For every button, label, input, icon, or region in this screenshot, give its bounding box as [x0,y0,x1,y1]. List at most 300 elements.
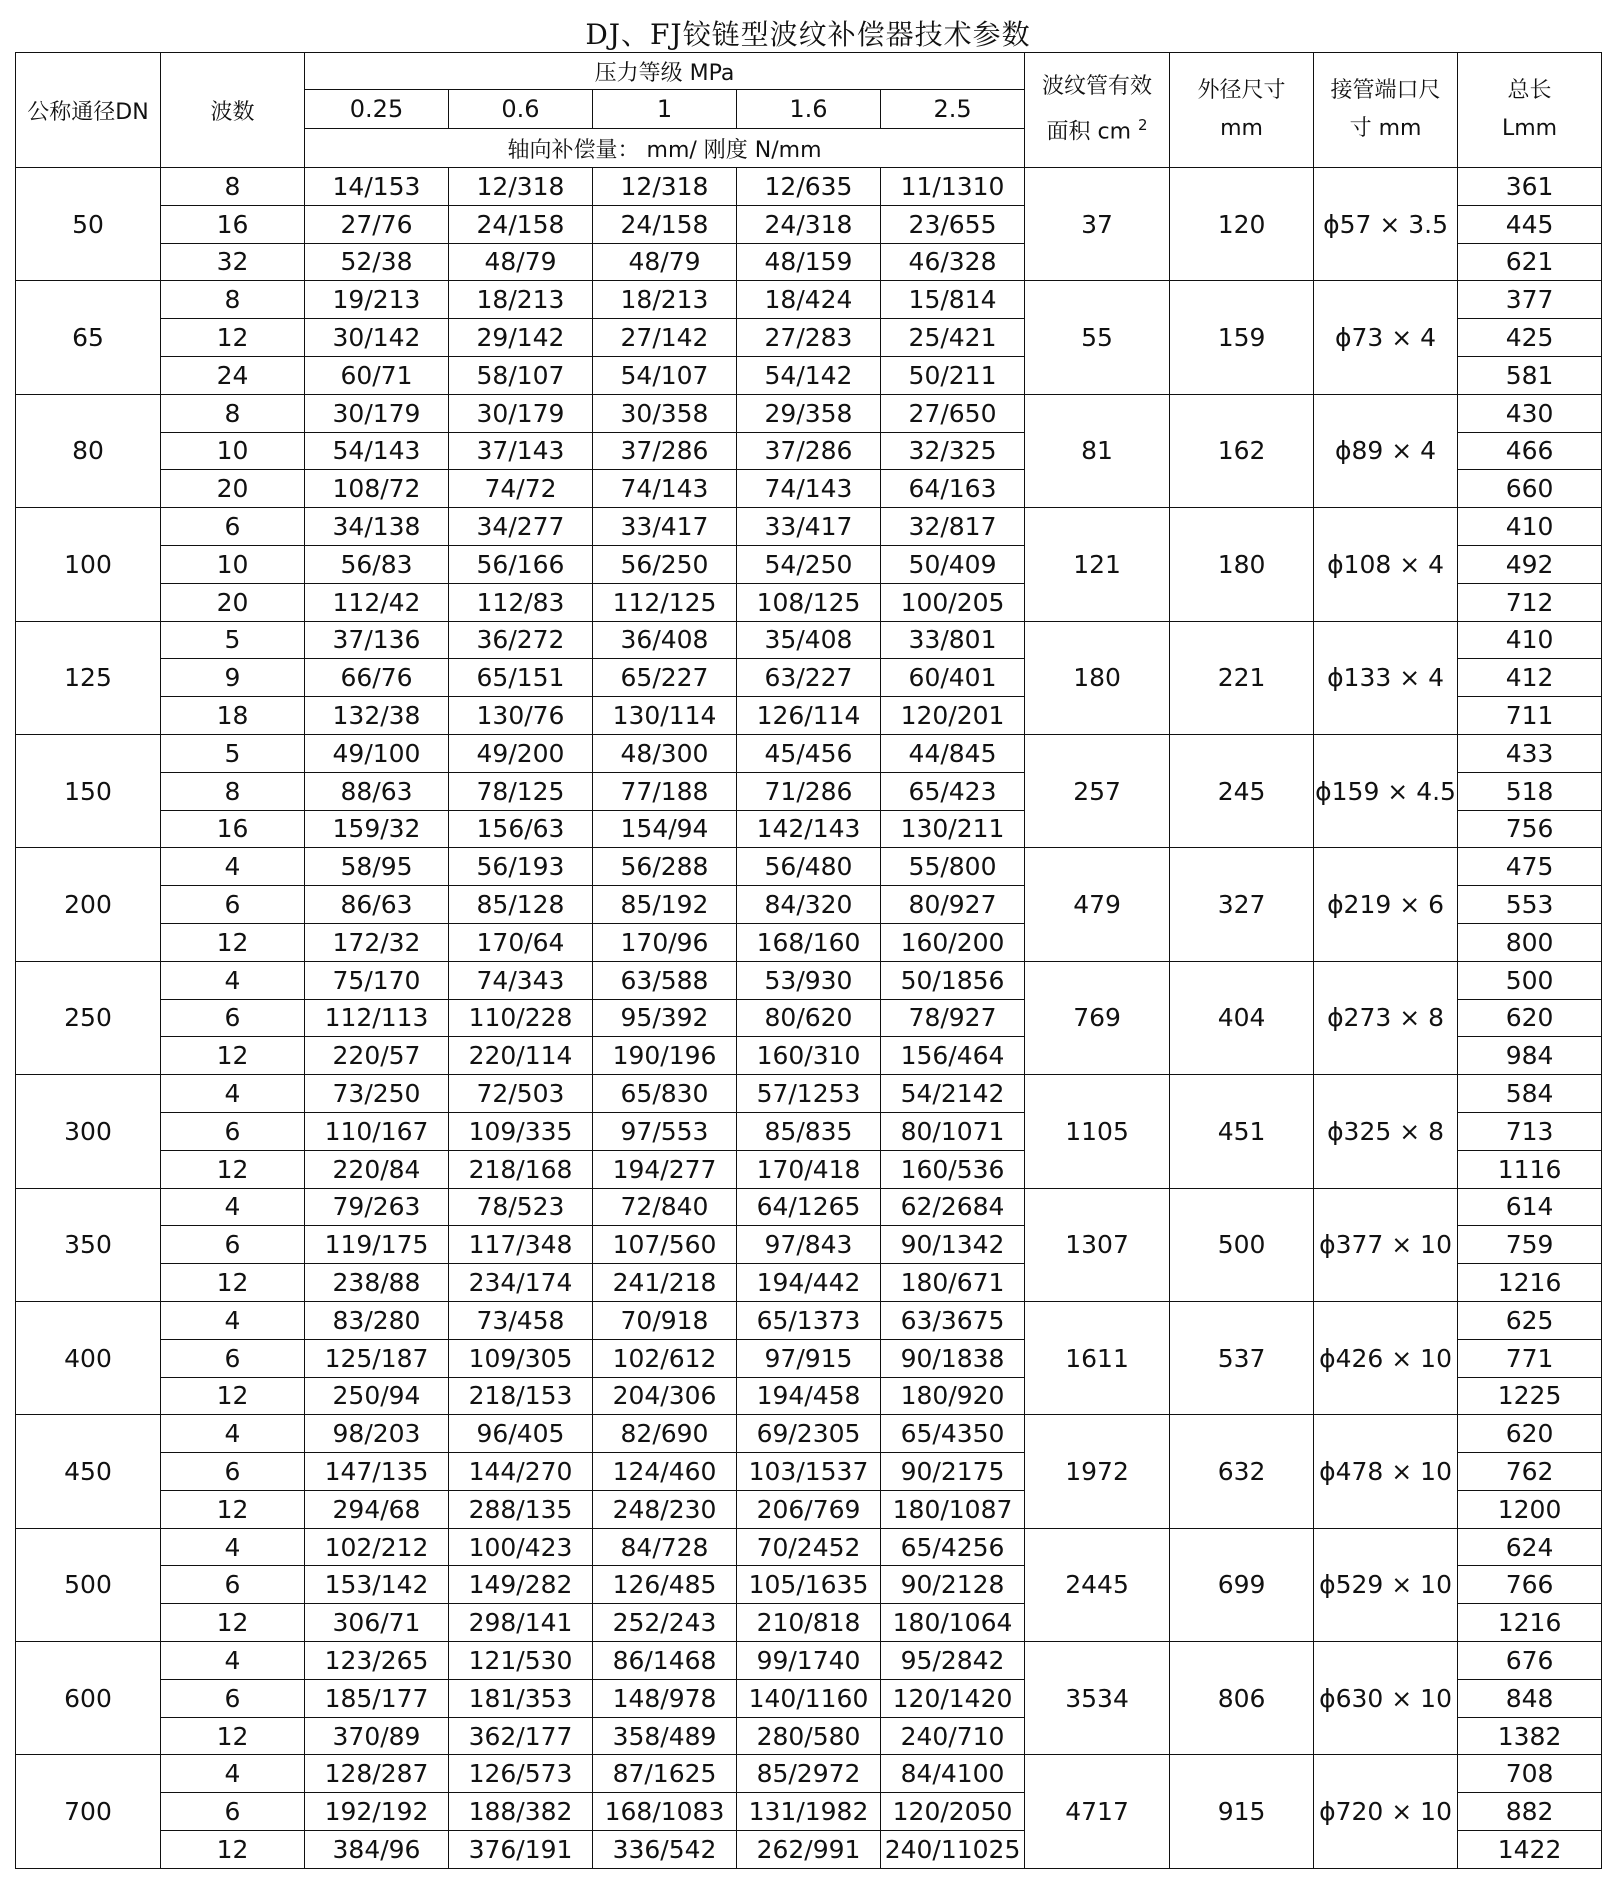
pipe-size-cell: ϕ89 × 4 [1314,394,1458,507]
comp-stiffness-cell: 154/94 [593,810,737,848]
waves-cell: 6 [161,1339,305,1377]
waves-cell: 16 [161,205,305,243]
comp-stiffness-cell: 95/2842 [881,1642,1025,1680]
comp-stiffness-cell: 280/580 [737,1717,881,1755]
length-cell: 430 [1458,394,1602,432]
comp-stiffness-cell: 370/89 [305,1717,449,1755]
comp-stiffness-cell: 126/485 [593,1566,737,1604]
dn-cell: 65 [16,281,161,394]
comp-stiffness-cell: 108/72 [305,470,449,508]
od-cell: 159 [1170,281,1314,394]
comp-stiffness-cell: 63/227 [737,659,881,697]
comp-stiffness-cell: 32/817 [881,508,1025,546]
comp-stiffness-cell: 54/142 [737,356,881,394]
comp-stiffness-cell: 294/68 [305,1490,449,1528]
waves-cell: 20 [161,470,305,508]
pipe-size-cell: ϕ273 × 8 [1314,961,1458,1074]
comp-stiffness-cell: 56/193 [449,848,593,886]
comp-stiffness-cell: 48/79 [593,243,737,281]
length-cell: 1200 [1458,1490,1602,1528]
length-cell: 466 [1458,432,1602,470]
waves-cell: 12 [161,923,305,961]
comp-stiffness-cell: 27/76 [305,205,449,243]
comp-stiffness-cell: 160/310 [737,1037,881,1075]
length-cell: 771 [1458,1339,1602,1377]
length-cell: 759 [1458,1226,1602,1264]
header-pressure-3: 1.6 [737,90,881,129]
comp-stiffness-cell: 128/287 [305,1755,449,1793]
comp-stiffness-cell: 98/203 [305,1415,449,1453]
comp-stiffness-cell: 194/277 [593,1150,737,1188]
dn-cell: 100 [16,508,161,621]
comp-stiffness-cell: 96/405 [449,1415,593,1453]
header-area-sup: 2 [1138,116,1148,135]
comp-stiffness-cell: 90/2128 [881,1566,1025,1604]
area-cell: 1105 [1025,1075,1170,1188]
dn-cell: 80 [16,394,161,507]
comp-stiffness-cell: 107/560 [593,1226,737,1264]
comp-stiffness-cell: 121/530 [449,1642,593,1680]
pipe-size-cell: ϕ108 × 4 [1314,508,1458,621]
length-cell: 1422 [1458,1831,1602,1869]
comp-stiffness-cell: 71/286 [737,772,881,810]
comp-stiffness-cell: 180/920 [881,1377,1025,1415]
length-cell: 762 [1458,1453,1602,1491]
comp-stiffness-cell: 250/94 [305,1377,449,1415]
comp-stiffness-cell: 168/1083 [593,1793,737,1831]
waves-cell: 4 [161,1075,305,1113]
comp-stiffness-cell: 194/458 [737,1377,881,1415]
od-cell: 327 [1170,848,1314,961]
od-cell: 180 [1170,508,1314,621]
header-area-line2: 面积 cm [1046,119,1132,145]
od-cell: 404 [1170,961,1314,1074]
comp-stiffness-cell: 74/143 [593,470,737,508]
comp-stiffness-cell: 60/401 [881,659,1025,697]
od-cell: 537 [1170,1301,1314,1414]
pipe-size-cell: ϕ529 × 10 [1314,1528,1458,1641]
comp-stiffness-cell: 181/353 [449,1679,593,1717]
comp-stiffness-cell: 44/845 [881,734,1025,772]
comp-stiffness-cell: 30/358 [593,394,737,432]
length-cell: 492 [1458,545,1602,583]
comp-stiffness-cell: 36/408 [593,621,737,659]
comp-stiffness-cell: 52/38 [305,243,449,281]
comp-stiffness-cell: 58/107 [449,356,593,394]
comp-stiffness-cell: 19/213 [305,281,449,319]
length-cell: 425 [1458,319,1602,357]
comp-stiffness-cell: 112/113 [305,999,449,1037]
comp-stiffness-cell: 110/228 [449,999,593,1037]
comp-stiffness-cell: 30/179 [449,394,593,432]
length-cell: 500 [1458,961,1602,999]
waves-cell: 8 [161,772,305,810]
comp-stiffness-cell: 56/166 [449,545,593,583]
comp-stiffness-cell: 33/417 [593,508,737,546]
comp-stiffness-cell: 66/76 [305,659,449,697]
comp-stiffness-cell: 30/179 [305,394,449,432]
comp-stiffness-cell: 18/213 [449,281,593,319]
comp-stiffness-cell: 131/1982 [737,1793,881,1831]
comp-stiffness-cell: 72/840 [593,1188,737,1226]
table-row [16,281,1602,319]
area-cell: 1972 [1025,1415,1170,1528]
comp-stiffness-cell: 149/282 [449,1566,593,1604]
comp-stiffness-cell: 27/650 [881,394,1025,432]
pipe-size-cell: ϕ57 × 3.5 [1314,168,1458,281]
comp-stiffness-cell: 73/458 [449,1301,593,1339]
comp-stiffness-cell: 74/143 [737,470,881,508]
comp-stiffness-cell: 156/464 [881,1037,1025,1075]
area-cell: 3534 [1025,1642,1170,1755]
comp-stiffness-cell: 84/320 [737,886,881,924]
waves-cell: 12 [161,1831,305,1869]
comp-stiffness-cell: 34/138 [305,508,449,546]
comp-stiffness-cell: 58/95 [305,848,449,886]
comp-stiffness-cell: 53/930 [737,961,881,999]
area-cell: 257 [1025,734,1170,847]
waves-cell: 6 [161,1566,305,1604]
waves-cell: 12 [161,1037,305,1075]
comp-stiffness-cell: 65/423 [881,772,1025,810]
comp-stiffness-cell: 298/141 [449,1604,593,1642]
waves-cell: 12 [161,319,305,357]
od-cell: 632 [1170,1415,1314,1528]
comp-stiffness-cell: 119/175 [305,1226,449,1264]
area-cell: 4717 [1025,1755,1170,1868]
dn-cell: 700 [16,1755,161,1868]
comp-stiffness-cell: 124/460 [593,1453,737,1491]
area-cell: 1307 [1025,1188,1170,1301]
length-cell: 624 [1458,1528,1602,1566]
table-row [16,394,1602,432]
comp-stiffness-cell: 238/88 [305,1264,449,1302]
dn-cell: 600 [16,1642,161,1755]
waves-cell: 12 [161,1150,305,1188]
comp-stiffness-cell: 73/250 [305,1075,449,1113]
length-cell: 621 [1458,243,1602,281]
header-pressure-0: 0.25 [305,90,449,129]
table-row [16,961,1602,999]
comp-stiffness-cell: 29/142 [449,319,593,357]
area-cell: 81 [1025,394,1170,507]
spec-table [15,52,1602,1869]
comp-stiffness-cell: 56/250 [593,545,737,583]
comp-stiffness-cell: 18/213 [593,281,737,319]
comp-stiffness-cell: 85/835 [737,1112,881,1150]
length-cell: 581 [1458,356,1602,394]
comp-stiffness-cell: 95/392 [593,999,737,1037]
comp-stiffness-cell: 65/151 [449,659,593,697]
comp-stiffness-cell: 358/489 [593,1717,737,1755]
waves-cell: 6 [161,508,305,546]
length-cell: 584 [1458,1075,1602,1113]
comp-stiffness-cell: 240/11025 [881,1831,1025,1869]
comp-stiffness-cell: 83/280 [305,1301,449,1339]
comp-stiffness-cell: 218/168 [449,1150,593,1188]
waves-cell: 12 [161,1490,305,1528]
length-cell: 518 [1458,772,1602,810]
comp-stiffness-cell: 112/42 [305,583,449,621]
comp-stiffness-cell: 11/1310 [881,168,1025,206]
comp-stiffness-cell: 376/191 [449,1831,593,1869]
comp-stiffness-cell: 12/318 [593,168,737,206]
dn-cell: 50 [16,168,161,281]
comp-stiffness-cell: 84/4100 [881,1755,1025,1793]
dn-cell: 250 [16,961,161,1074]
comp-stiffness-cell: 49/100 [305,734,449,772]
comp-stiffness-cell: 218/153 [449,1377,593,1415]
comp-stiffness-cell: 220/84 [305,1150,449,1188]
comp-stiffness-cell: 82/690 [593,1415,737,1453]
waves-cell: 6 [161,999,305,1037]
od-cell: 500 [1170,1188,1314,1301]
comp-stiffness-cell: 185/177 [305,1679,449,1717]
comp-stiffness-cell: 12/635 [737,168,881,206]
table-row [16,1415,1602,1453]
comp-stiffness-cell: 48/300 [593,734,737,772]
comp-stiffness-cell: 90/1838 [881,1339,1025,1377]
waves-cell: 18 [161,697,305,735]
waves-cell: 12 [161,1377,305,1415]
od-cell: 120 [1170,168,1314,281]
length-cell: 882 [1458,1793,1602,1831]
comp-stiffness-cell: 85/2972 [737,1755,881,1793]
pipe-size-cell: ϕ630 × 10 [1314,1642,1458,1755]
pipe-size-cell: ϕ478 × 10 [1314,1415,1458,1528]
comp-stiffness-cell: 248/230 [593,1490,737,1528]
table-body [16,168,1602,1869]
area-cell: 37 [1025,168,1170,281]
comp-stiffness-cell: 160/200 [881,923,1025,961]
table-row [16,1301,1602,1339]
waves-cell: 4 [161,1755,305,1793]
comp-stiffness-cell: 192/192 [305,1793,449,1831]
comp-stiffness-cell: 125/187 [305,1339,449,1377]
dn-cell: 150 [16,734,161,847]
comp-stiffness-cell: 108/125 [737,583,881,621]
comp-stiffness-cell: 63/3675 [881,1301,1025,1339]
waves-cell: 8 [161,394,305,432]
comp-stiffness-cell: 120/201 [881,697,1025,735]
table-row [16,508,1602,546]
comp-stiffness-cell: 220/114 [449,1037,593,1075]
waves-cell: 10 [161,545,305,583]
comp-stiffness-cell: 50/409 [881,545,1025,583]
comp-stiffness-cell: 190/196 [593,1037,737,1075]
comp-stiffness-cell: 112/125 [593,583,737,621]
comp-stiffness-cell: 29/358 [737,394,881,432]
table-row [16,1075,1602,1113]
waves-cell: 6 [161,1679,305,1717]
comp-stiffness-cell: 56/83 [305,545,449,583]
length-cell: 361 [1458,168,1602,206]
table-row [16,734,1602,772]
comp-stiffness-cell: 78/927 [881,999,1025,1037]
comp-stiffness-cell: 87/1625 [593,1755,737,1793]
waves-cell: 12 [161,1264,305,1302]
comp-stiffness-cell: 97/915 [737,1339,881,1377]
comp-stiffness-cell: 109/305 [449,1339,593,1377]
comp-stiffness-cell: 109/335 [449,1112,593,1150]
comp-stiffness-cell: 188/382 [449,1793,593,1831]
od-cell: 699 [1170,1528,1314,1641]
comp-stiffness-cell: 262/991 [737,1831,881,1869]
waves-cell: 6 [161,1453,305,1491]
comp-stiffness-cell: 90/2175 [881,1453,1025,1491]
pipe-size-cell: ϕ133 × 4 [1314,621,1458,734]
length-cell: 433 [1458,734,1602,772]
comp-stiffness-cell: 84/728 [593,1528,737,1566]
table-row [16,621,1602,659]
comp-stiffness-cell: 54/250 [737,545,881,583]
length-cell: 620 [1458,1415,1602,1453]
comp-stiffness-cell: 241/218 [593,1264,737,1302]
comp-stiffness-cell: 18/424 [737,281,881,319]
comp-stiffness-cell: 384/96 [305,1831,449,1869]
comp-stiffness-cell: 50/211 [881,356,1025,394]
comp-stiffness-cell: 86/63 [305,886,449,924]
table-row [16,168,1602,206]
waves-cell: 24 [161,356,305,394]
waves-cell: 5 [161,621,305,659]
comp-stiffness-cell: 102/212 [305,1528,449,1566]
comp-stiffness-cell: 100/423 [449,1528,593,1566]
header-pipe [1314,53,1458,168]
length-cell: 410 [1458,621,1602,659]
comp-stiffness-cell: 130/114 [593,697,737,735]
comp-stiffness-cell: 170/96 [593,923,737,961]
header-od-line2: mm [1220,116,1263,141]
dn-cell: 300 [16,1075,161,1188]
comp-stiffness-cell: 60/71 [305,356,449,394]
comp-stiffness-cell: 49/200 [449,734,593,772]
comp-stiffness-cell: 33/801 [881,621,1025,659]
header-od-line1: 外径尺寸 [1197,78,1286,103]
area-cell: 1611 [1025,1301,1170,1414]
comp-stiffness-cell: 336/542 [593,1831,737,1869]
waves-cell: 12 [161,1717,305,1755]
length-cell: 475 [1458,848,1602,886]
header-pressure-group: 压力等级 MPa [305,53,1025,90]
comp-stiffness-cell: 54/143 [305,432,449,470]
table-row [16,1755,1602,1793]
length-cell: 756 [1458,810,1602,848]
comp-stiffness-cell: 14/153 [305,168,449,206]
comp-stiffness-cell: 65/4350 [881,1415,1025,1453]
comp-stiffness-cell: 64/1265 [737,1188,881,1226]
length-cell: 1225 [1458,1377,1602,1415]
comp-stiffness-cell: 80/1071 [881,1112,1025,1150]
waves-cell: 6 [161,886,305,924]
comp-stiffness-cell: 102/612 [593,1339,737,1377]
comp-stiffness-cell: 120/2050 [881,1793,1025,1831]
comp-stiffness-cell: 70/918 [593,1301,737,1339]
pipe-size-cell: ϕ325 × 8 [1314,1075,1458,1188]
header-comp-note: 轴向补偿量： mm/ 刚度 N/mm [305,129,1025,168]
dn-cell: 200 [16,848,161,961]
comp-stiffness-cell: 37/286 [737,432,881,470]
comp-stiffness-cell: 140/1160 [737,1679,881,1717]
comp-stiffness-cell: 90/1342 [881,1226,1025,1264]
comp-stiffness-cell: 130/211 [881,810,1025,848]
comp-stiffness-cell: 99/1740 [737,1642,881,1680]
comp-stiffness-cell: 54/2142 [881,1075,1025,1113]
header-area-line1: 波纹管有效 [1042,74,1153,100]
comp-stiffness-cell: 24/318 [737,205,881,243]
comp-stiffness-cell: 74/72 [449,470,593,508]
comp-stiffness-cell: 63/588 [593,961,737,999]
table-title: DJ、FJ铰链型波纹补偿器技术参数 [585,18,1031,51]
waves-cell: 4 [161,1301,305,1339]
comp-stiffness-cell: 37/136 [305,621,449,659]
header-dn: 公称通径DN [16,53,161,168]
length-cell: 625 [1458,1301,1602,1339]
waves-cell: 4 [161,1642,305,1680]
comp-stiffness-cell: 62/2684 [881,1188,1025,1226]
comp-stiffness-cell: 130/76 [449,697,593,735]
length-cell: 984 [1458,1037,1602,1075]
waves-cell: 32 [161,243,305,281]
comp-stiffness-cell: 65/4256 [881,1528,1025,1566]
length-cell: 712 [1458,583,1602,621]
header-pressure-4: 2.5 [881,90,1025,129]
comp-stiffness-cell: 180/1064 [881,1604,1025,1642]
comp-stiffness-cell: 362/177 [449,1717,593,1755]
comp-stiffness-cell: 252/243 [593,1604,737,1642]
waves-cell: 8 [161,281,305,319]
table-row [16,1188,1602,1226]
comp-stiffness-cell: 55/800 [881,848,1025,886]
od-cell: 162 [1170,394,1314,507]
comp-stiffness-cell: 142/143 [737,810,881,848]
comp-stiffness-cell: 170/64 [449,923,593,961]
od-cell: 451 [1170,1075,1314,1188]
waves-cell: 9 [161,659,305,697]
table-row [16,848,1602,886]
comp-stiffness-cell: 24/158 [593,205,737,243]
waves-cell: 4 [161,848,305,886]
comp-stiffness-cell: 50/1856 [881,961,1025,999]
waves-cell: 20 [161,583,305,621]
comp-stiffness-cell: 85/128 [449,886,593,924]
waves-cell: 10 [161,432,305,470]
comp-stiffness-cell: 80/620 [737,999,881,1037]
header-area [1025,53,1170,168]
comp-stiffness-cell: 37/286 [593,432,737,470]
header-length-line2: Lmm [1501,116,1558,141]
comp-stiffness-cell: 57/1253 [737,1075,881,1113]
area-cell: 479 [1025,848,1170,961]
waves-cell: 8 [161,168,305,206]
length-cell: 614 [1458,1188,1602,1226]
comp-stiffness-cell: 126/114 [737,697,881,735]
comp-stiffness-cell: 75/170 [305,961,449,999]
comp-stiffness-cell: 88/63 [305,772,449,810]
comp-stiffness-cell: 27/283 [737,319,881,357]
length-cell: 620 [1458,999,1602,1037]
area-cell: 55 [1025,281,1170,394]
comp-stiffness-cell: 65/1373 [737,1301,881,1339]
comp-stiffness-cell: 170/418 [737,1150,881,1188]
comp-stiffness-cell: 24/158 [449,205,593,243]
comp-stiffness-cell: 159/32 [305,810,449,848]
comp-stiffness-cell: 27/142 [593,319,737,357]
comp-stiffness-cell: 132/38 [305,697,449,735]
pipe-size-cell: ϕ73 × 4 [1314,281,1458,394]
dn-cell: 500 [16,1528,161,1641]
comp-stiffness-cell: 210/818 [737,1604,881,1642]
